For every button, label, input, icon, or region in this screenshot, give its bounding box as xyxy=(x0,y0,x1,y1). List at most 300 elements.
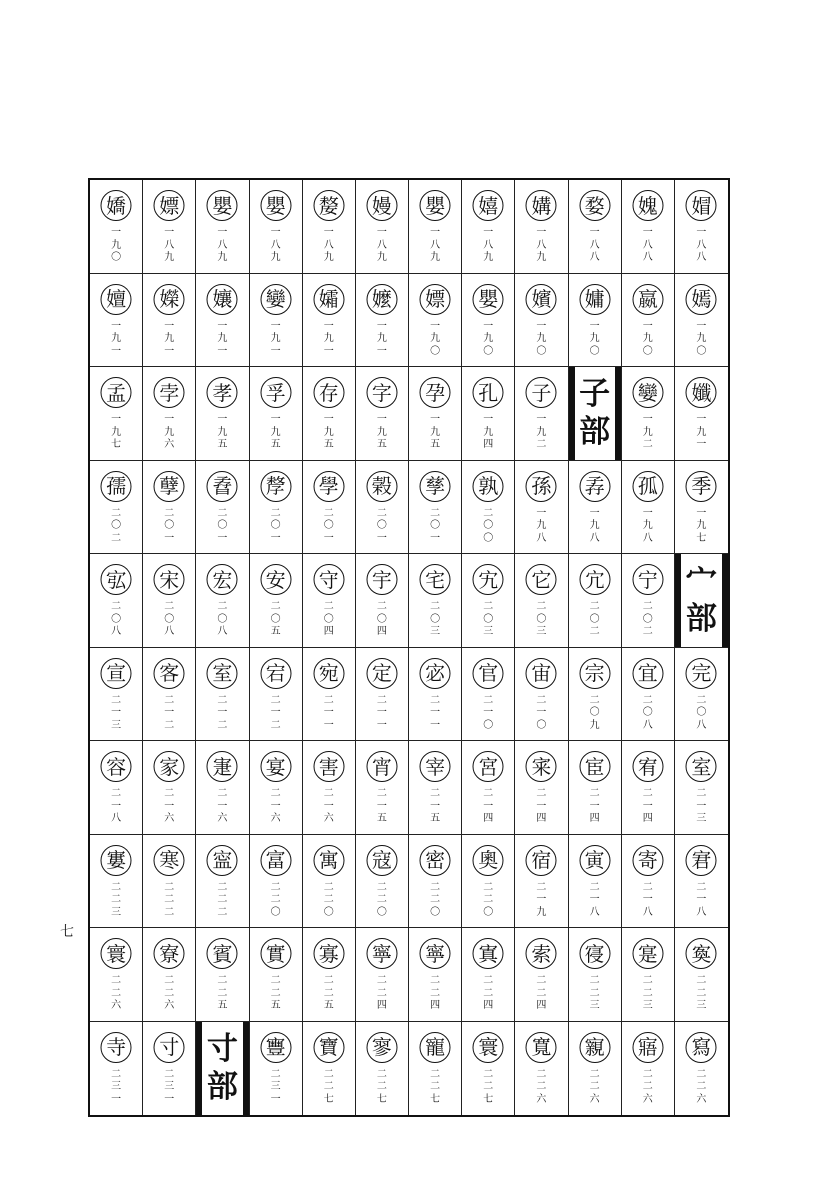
page-reference: 二 一 四 xyxy=(642,788,653,824)
page-reference: 二 一 八 xyxy=(696,881,707,918)
circled-character: 孝 xyxy=(207,377,238,408)
page-reference: 二 二 六 xyxy=(111,975,122,1011)
circled-character: 寑 xyxy=(579,938,610,969)
index-entry xyxy=(143,554,196,648)
index-entry xyxy=(622,835,675,929)
header-bar xyxy=(615,367,621,460)
index-entry xyxy=(462,180,515,274)
page-reference: 二 一 二 xyxy=(270,694,281,731)
page-reference: 一 九 一 xyxy=(696,414,707,450)
page-reference: 一 九 〇 xyxy=(430,320,441,357)
index-table xyxy=(88,178,730,1117)
circled-character: 孚 xyxy=(260,377,291,408)
circled-character: 媢 xyxy=(686,190,717,221)
page-reference: 二 一 六 xyxy=(270,788,281,824)
radical-section-header xyxy=(675,554,728,648)
index-entry xyxy=(622,928,675,1022)
index-entry xyxy=(569,461,622,555)
page-reference: 二 一 九 xyxy=(536,881,547,918)
index-entry xyxy=(196,648,249,742)
circled-character: 安 xyxy=(260,564,291,595)
circled-character: 宂 xyxy=(579,564,610,595)
page-reference: 一 九 一 xyxy=(270,320,281,357)
index-entry xyxy=(515,1022,568,1116)
index-entry xyxy=(569,648,622,742)
page-reference: 二 二 七 xyxy=(376,1068,387,1105)
circled-character: 宙 xyxy=(526,658,557,689)
page-reference: 二 一 八 xyxy=(642,881,653,918)
circled-character: 嬰 xyxy=(473,284,504,315)
index-entry xyxy=(196,274,249,368)
circled-character: 寏 xyxy=(686,938,717,969)
circled-character: 嬰 xyxy=(260,190,291,221)
page-reference: 二 〇 一 xyxy=(376,507,387,544)
index-entry xyxy=(356,928,409,1022)
index-entry xyxy=(462,741,515,835)
index-entry xyxy=(622,367,675,461)
circled-character: 嫣 xyxy=(686,284,717,315)
index-entry xyxy=(356,1022,409,1116)
page-reference: 二 二 七 xyxy=(483,1068,494,1105)
circled-character: 嫚 xyxy=(366,190,397,221)
page-reference: 一 九 四 xyxy=(483,414,494,450)
circled-character: 室 xyxy=(686,751,717,782)
circled-character: 宵 xyxy=(366,751,397,782)
circled-character: 孺 xyxy=(101,471,132,502)
circled-character: 嬗 xyxy=(101,284,132,315)
circled-character: 宦 xyxy=(579,751,610,782)
page-reference: 一 九 八 xyxy=(589,507,600,544)
page-reference: 二 一 六 xyxy=(323,788,334,824)
index-entry xyxy=(90,180,143,274)
circled-character: 嬉 xyxy=(473,190,504,221)
circled-character: 孫 xyxy=(526,471,557,502)
page-reference: 一 八 九 xyxy=(430,227,441,263)
index-entry xyxy=(90,741,143,835)
page-reference: 二 二 三 xyxy=(589,975,600,1011)
circled-character: 嫠 xyxy=(313,190,344,221)
page-reference: 二 三 一 xyxy=(270,1068,281,1105)
index-entry xyxy=(622,554,675,648)
index-entry xyxy=(569,1022,622,1116)
circled-character: 寡 xyxy=(313,938,344,969)
index-entry xyxy=(569,554,622,648)
page-reference: 二 一 六 xyxy=(164,788,175,824)
page-reference: 二 一 〇 xyxy=(536,694,547,731)
index-entry xyxy=(622,274,675,368)
page-reference: 二 一 八 xyxy=(111,788,122,824)
index-entry xyxy=(675,274,728,368)
circled-character: 嬤 xyxy=(366,284,397,315)
circled-character: 宗 xyxy=(579,658,610,689)
index-entry xyxy=(196,928,249,1022)
circled-character: 婺 xyxy=(579,190,610,221)
circled-character: 季 xyxy=(686,471,717,502)
index-entry xyxy=(569,835,622,929)
circled-character: 寺 xyxy=(101,1032,132,1063)
index-entry xyxy=(515,367,568,461)
circled-character: 完 xyxy=(686,658,717,689)
page-reference: 一 八 八 xyxy=(696,227,707,263)
page-reference: 二 一 二 xyxy=(217,694,228,731)
circled-character: 寒 xyxy=(154,845,185,876)
circled-character: 宄 xyxy=(473,564,504,595)
circled-character: 宏 xyxy=(207,564,238,595)
circled-character: 室 xyxy=(207,658,238,689)
page-reference: 一 八 九 xyxy=(323,227,334,263)
circled-character: 孔 xyxy=(473,377,504,408)
page-reference: 二 二 二 xyxy=(217,881,228,918)
page-reference: 二 二 六 xyxy=(642,1068,653,1105)
circled-character: 孟 xyxy=(101,377,132,408)
index-entry xyxy=(675,741,728,835)
index-entry xyxy=(303,274,356,368)
page-reference: 二 二 四 xyxy=(483,975,494,1011)
circled-character: 孴 xyxy=(207,471,238,502)
circled-character: 寤 xyxy=(632,1032,663,1063)
page-reference: 二 二 〇 xyxy=(430,881,441,918)
page-reference: 一 九 一 xyxy=(323,320,334,357)
circled-character: 嬌 xyxy=(101,190,132,221)
circled-character: 宴 xyxy=(260,751,291,782)
page-reference: 二 〇 四 xyxy=(323,601,334,637)
page-reference: 二 二 六 xyxy=(164,975,175,1011)
page-reference: 一 八 九 xyxy=(376,227,387,263)
page-reference: 二 二 二 xyxy=(164,881,175,918)
index-entry xyxy=(409,648,462,742)
circled-character: 寴 xyxy=(579,1032,610,1063)
page-reference: 二 〇 五 xyxy=(270,601,281,637)
circled-character: 寇 xyxy=(366,845,397,876)
page-reference: 二 三 一 xyxy=(164,1068,175,1105)
page-reference: 一 九 七 xyxy=(111,414,122,450)
index-entry xyxy=(409,461,462,555)
index-entry xyxy=(196,461,249,555)
circled-character: 宣 xyxy=(101,658,132,689)
circled-character: 宮 xyxy=(473,751,504,782)
page-reference: 二 一 一 xyxy=(430,694,441,731)
page-reference: 一 九 一 xyxy=(217,320,228,357)
page-reference: 二 二 七 xyxy=(323,1068,334,1105)
page-reference: 二 一 二 xyxy=(164,694,175,731)
page-reference: 二 〇 八 xyxy=(164,601,175,637)
index-entry xyxy=(675,367,728,461)
page-reference: 二 一 〇 xyxy=(483,694,494,731)
circled-character: 寅 xyxy=(579,845,610,876)
circled-character: 賓 xyxy=(207,938,238,969)
index-entry xyxy=(196,741,249,835)
index-entry xyxy=(622,180,675,274)
index-entry xyxy=(356,648,409,742)
index-entry xyxy=(356,741,409,835)
circled-character: 嫖 xyxy=(154,190,185,221)
page-reference: 二 二 四 xyxy=(536,975,547,1011)
page-reference: 一 九 五 xyxy=(430,414,441,450)
page-reference: 一 八 八 xyxy=(642,227,653,263)
circled-character: 嫞 xyxy=(579,284,610,315)
page-reference: 二 二 五 xyxy=(217,975,228,1011)
page-reference: 一 九 八 xyxy=(642,507,653,544)
index-entry xyxy=(622,461,675,555)
page-reference: 二 三 一 xyxy=(111,1068,122,1105)
circled-character: 孨 xyxy=(579,471,610,502)
page-reference: 二 〇 二 xyxy=(111,507,122,544)
circled-character: 宁 xyxy=(632,564,663,595)
circled-character: 寫 xyxy=(686,1032,717,1063)
index-entry xyxy=(143,1022,196,1116)
index-entry xyxy=(303,741,356,835)
index-entry xyxy=(90,648,143,742)
circled-character: 宿 xyxy=(526,845,557,876)
index-entry xyxy=(250,274,303,368)
index-entry xyxy=(462,367,515,461)
circled-character: 密 xyxy=(420,845,451,876)
page-reference: 二 二 〇 xyxy=(376,881,387,918)
index-entry xyxy=(196,835,249,929)
page-reference: 一 八 八 xyxy=(589,227,600,263)
page-reference: 一 九 二 xyxy=(536,414,547,450)
page-reference: 二 一 五 xyxy=(430,788,441,824)
page-reference: 二 〇 一 xyxy=(164,507,175,544)
circled-character: 媿 xyxy=(632,190,663,221)
page-reference: 一 九 〇 xyxy=(642,320,653,357)
index-entry xyxy=(196,180,249,274)
circled-character: 容 xyxy=(101,751,132,782)
index-entry xyxy=(515,648,568,742)
circled-character: 寮 xyxy=(154,938,185,969)
circled-character: 寍 xyxy=(207,845,238,876)
circled-character: 宅 xyxy=(420,564,451,595)
index-entry xyxy=(409,741,462,835)
index-entry xyxy=(90,274,143,368)
page-reference: 二 〇 〇 xyxy=(483,507,494,544)
page-reference: 二 〇 八 xyxy=(642,694,653,731)
circled-character: 守 xyxy=(313,564,344,595)
circled-character: 榖 xyxy=(366,471,397,502)
page-reference: 二 〇 二 xyxy=(589,601,600,637)
page-reference: 二 〇 一 xyxy=(430,507,441,544)
circled-character: 孌 xyxy=(632,377,663,408)
index-entry xyxy=(515,274,568,368)
index-entry xyxy=(356,367,409,461)
circled-character: 子 xyxy=(526,377,557,408)
index-entry xyxy=(303,180,356,274)
page-reference: 一 九 五 xyxy=(376,414,387,450)
index-entry xyxy=(675,1022,728,1116)
page-reference: 二 二 三 xyxy=(111,881,122,918)
page-reference: 二 二 三 xyxy=(642,975,653,1011)
circled-character: 孌 xyxy=(260,284,291,315)
index-entry xyxy=(250,928,303,1022)
page-reference: 二 〇 三 xyxy=(536,601,547,637)
page-reference: 二 〇 一 xyxy=(270,507,281,544)
page-reference: 二 〇 二 xyxy=(642,601,653,637)
index-entry xyxy=(569,928,622,1022)
page-reference: 一 九 五 xyxy=(217,414,228,450)
circled-character: 寄 xyxy=(632,845,663,876)
circled-character: 孀 xyxy=(313,284,344,315)
page-reference: 一 九 一 xyxy=(164,320,175,357)
circled-character: 孃 xyxy=(207,284,238,315)
radical-header-text: 子 部 xyxy=(579,376,611,451)
page-reference: 二 〇 三 xyxy=(430,601,441,637)
page-reference: 一 九 一 xyxy=(111,320,122,357)
index-entry xyxy=(462,554,515,648)
page-reference: 一 八 九 xyxy=(483,227,494,263)
circled-character: 寥 xyxy=(366,1032,397,1063)
page-reference: 二 一 四 xyxy=(589,788,600,824)
index-entry xyxy=(409,928,462,1022)
circled-character: 富 xyxy=(260,845,291,876)
circled-character: 家 xyxy=(154,751,185,782)
index-entry xyxy=(409,1022,462,1116)
page-reference: 一 八 九 xyxy=(164,227,175,263)
index-entry xyxy=(569,274,622,368)
index-entry xyxy=(303,1022,356,1116)
circled-character: 嫖 xyxy=(420,284,451,315)
circled-character: 孕 xyxy=(420,377,451,408)
index-entry xyxy=(196,367,249,461)
index-entry xyxy=(303,554,356,648)
index-entry xyxy=(196,554,249,648)
circled-character: 宖 xyxy=(101,564,132,595)
circled-character: 宷 xyxy=(526,751,557,782)
index-entry xyxy=(90,554,143,648)
index-entry xyxy=(622,741,675,835)
page-number: 七 xyxy=(60,924,74,940)
circled-character: 宛 xyxy=(313,658,344,689)
page-reference: 二 一 五 xyxy=(376,788,387,824)
circled-character: 嬰 xyxy=(420,190,451,221)
index-entry xyxy=(462,928,515,1022)
index-entry xyxy=(303,928,356,1022)
circled-character: 實 xyxy=(260,938,291,969)
index-entry xyxy=(622,1022,675,1116)
page-reference: 二 〇 八 xyxy=(111,601,122,637)
page-reference: 二 二 三 xyxy=(696,975,707,1011)
page-reference: 一 八 九 xyxy=(536,227,547,263)
index-entry xyxy=(675,928,728,1022)
circled-character: 嬫 xyxy=(154,284,185,315)
header-bar xyxy=(675,554,681,647)
page-reference: 二 二 六 xyxy=(696,1068,707,1105)
index-entry xyxy=(462,648,515,742)
page-reference: 二 二 五 xyxy=(323,975,334,1011)
circled-character: 寧 xyxy=(420,938,451,969)
page-reference: 二 〇 一 xyxy=(323,507,334,544)
index-entry xyxy=(462,461,515,555)
index-entry xyxy=(143,741,196,835)
page-reference: 二 二 〇 xyxy=(323,881,334,918)
index-entry xyxy=(409,367,462,461)
radical-section-header xyxy=(196,1022,249,1116)
header-bar xyxy=(722,554,728,647)
circled-character: 宇 xyxy=(366,564,397,595)
page-reference: 二 二 七 xyxy=(430,1068,441,1105)
index-entry xyxy=(143,367,196,461)
index-entry xyxy=(250,1022,303,1116)
page-reference: 二 一 四 xyxy=(483,788,494,824)
index-entry xyxy=(356,461,409,555)
page-reference: 一 九 〇 xyxy=(696,320,707,357)
index-entry xyxy=(90,367,143,461)
circled-character: 孛 xyxy=(154,377,185,408)
index-entry xyxy=(250,741,303,835)
index-entry xyxy=(356,274,409,368)
circled-character: 孤 xyxy=(632,471,663,502)
index-entry xyxy=(569,180,622,274)
page-reference: 二 二 四 xyxy=(430,975,441,1011)
index-entry xyxy=(462,835,515,929)
page-reference: 一 九 五 xyxy=(323,414,334,450)
page-reference: 二 〇 九 xyxy=(589,694,600,731)
page-reference: 二 一 八 xyxy=(589,881,600,918)
index-entry xyxy=(250,554,303,648)
circled-character: 宋 xyxy=(154,564,185,595)
page-reference: 二 二 五 xyxy=(270,975,281,1011)
circled-character: 定 xyxy=(366,658,397,689)
circled-character: 嬰 xyxy=(207,190,238,221)
page-reference: 二 二 六 xyxy=(589,1068,600,1105)
page-reference: 二 一 三 xyxy=(111,694,122,731)
circled-character: 寸 xyxy=(154,1032,185,1063)
index-entry xyxy=(515,928,568,1022)
circled-character: 字 xyxy=(366,377,397,408)
circled-character: 寬 xyxy=(526,1032,557,1063)
circled-character: 寰 xyxy=(101,938,132,969)
index-entry xyxy=(143,648,196,742)
circled-character: 孰 xyxy=(473,471,504,502)
circled-character: 宜 xyxy=(632,658,663,689)
circled-character: 寵 xyxy=(420,1032,451,1063)
circled-character: 宓 xyxy=(420,658,451,689)
page-reference: 二 二 六 xyxy=(536,1068,547,1105)
page-reference: 二 〇 八 xyxy=(217,601,228,637)
circled-character: 寶 xyxy=(313,1032,344,1063)
page-reference: 一 九 一 xyxy=(376,320,387,357)
page-reference: 一 九 二 xyxy=(642,414,653,450)
page-reference: 一 九 五 xyxy=(270,414,281,450)
index-entry xyxy=(90,835,143,929)
index-entry xyxy=(675,648,728,742)
index-entry xyxy=(675,461,728,555)
index-entry xyxy=(143,461,196,555)
index-entry xyxy=(675,180,728,274)
circled-character: 寓 xyxy=(313,845,344,876)
page-reference: 一 八 九 xyxy=(217,227,228,263)
page-reference: 二 二 四 xyxy=(376,975,387,1011)
circled-character: 宕 xyxy=(260,658,291,689)
radical-header-text: 宀 部 xyxy=(685,563,717,638)
circled-character: 奧 xyxy=(473,845,504,876)
index-entry xyxy=(515,835,568,929)
circled-character: 害 xyxy=(313,751,344,782)
index-entry xyxy=(462,274,515,368)
index-entry xyxy=(409,835,462,929)
index-entry xyxy=(303,835,356,929)
index-entry xyxy=(90,461,143,555)
page-reference: 一 九 〇 xyxy=(483,320,494,357)
index-entry xyxy=(250,180,303,274)
page-reference: 二 〇 四 xyxy=(376,601,387,637)
radical-header-text: 寸 部 xyxy=(206,1031,238,1106)
index-entry xyxy=(356,835,409,929)
index-entry xyxy=(143,835,196,929)
page-reference: 一 九 七 xyxy=(696,507,707,544)
index-entry xyxy=(90,928,143,1022)
circled-character: 官 xyxy=(473,658,504,689)
index-entry xyxy=(143,274,196,368)
